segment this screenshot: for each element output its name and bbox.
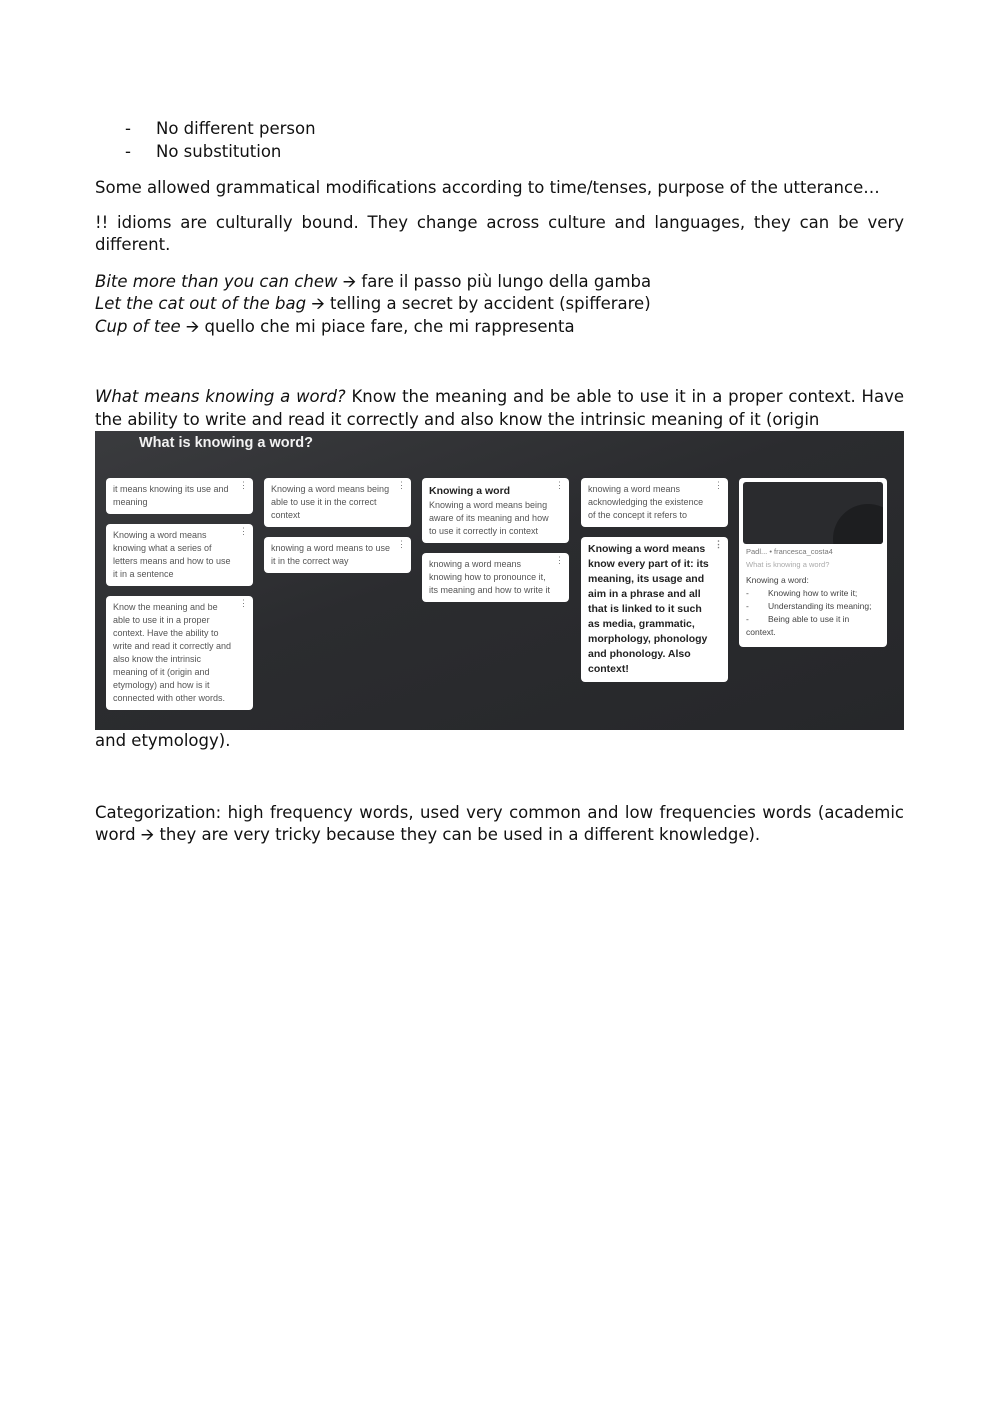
embedded-board-screenshot — [95, 431, 904, 730]
paragraph-categorization: Categorization: high frequency words, used very common and low frequencies words (academic word 🡪 they are very tricky because they can be used in a different knowledge). — [95, 802, 904, 844]
document-page — [95, 118, 904, 847]
board-column — [422, 478, 569, 612]
note-card: ⋮ Knowing a word means being able to use it in the correct context — [264, 478, 411, 527]
bullet-list — [95, 118, 904, 164]
note-card: ⋮ knowing a word means acknowledging the existence of the concept it refers to — [581, 478, 728, 527]
board-title: What is knowing a word? — [139, 435, 313, 451]
idiom-line: Let the cat out of the bag 🡪 telling a secret by accident (spifferare) — [95, 294, 651, 313]
menu-dots-icon: ⋮ — [239, 598, 248, 608]
idiom-line: Cup of tee 🡪 quello che mi piace fare, che mi rappresenta — [95, 316, 575, 336]
menu-dots-icon: ⋮ — [555, 480, 564, 490]
note-card: ⋮ Knowing a word means knowing what a series of letters means and how to use it in a sentence — [106, 524, 253, 586]
card-body: Knowing a word: - Knowing how to write it; - Understanding its meaning; - Being able to use it in context. — [746, 575, 872, 637]
menu-dots-icon: ⋮ — [714, 480, 723, 490]
note-card: ⋮ Know the meaning and be able to use it in a proper context. Have the ability to write and read it correctly and also know the intrinsic meaning of it (origin and etymology) and how is it connected with other words. — [106, 596, 253, 710]
board-column — [264, 478, 411, 583]
note-card: ⋮ it means knowing its use and meaning — [106, 478, 253, 514]
note-card: ⋮ knowing a word means knowing how to pronounce it, its meaning and how to write it — [422, 553, 569, 602]
list-item: - No substitution — [125, 142, 282, 161]
question-text: What means knowing a word? — [95, 387, 346, 406]
card-question: What is knowing a word? — [746, 560, 830, 569]
menu-dots-icon: ⋮ — [239, 480, 248, 490]
note-card: ⋮ Knowing a word means know every part of it: its meaning, its usage and aim in a phrase and all that is linked to it such as media, grammatic, morphology, phonology and phonology. Also context! — [581, 537, 728, 682]
paragraph-modifications: Some allowed grammatical modifications according to time/tenses, purpose of the utterance… — [95, 178, 880, 197]
menu-dots-icon: ⋮ — [714, 539, 723, 549]
note-card-with-image — [739, 478, 887, 647]
menu-dots-icon: ⋮ — [239, 526, 248, 536]
board-column — [106, 478, 253, 720]
paragraph-knowing-word: What means knowing a word? Know the meaning and be able to use it in a proper context. Have the ability to write and read it correctly and also know the intrinsic meaning of it (origin — [95, 387, 904, 429]
card-author: Padl... • francesca_costa4 — [746, 547, 833, 556]
board-column — [581, 478, 728, 692]
note-card: ⋮ Knowing a word Knowing a word means being aware of its meaning and how to use it correctly in context — [422, 478, 569, 543]
idiom-line: Bite more than you can chew 🡪 fare il passo più lungo della gamba — [95, 271, 652, 291]
paragraph-idioms: !! idioms are culturally bound. They change across culture and languages, they can be very different. — [95, 212, 904, 254]
board-column — [739, 478, 887, 657]
note-card: ⋮ knowing a word means to use it in the correct way — [264, 537, 411, 573]
menu-dots-icon: ⋮ — [555, 555, 564, 565]
paragraph-knowing-word-end: and etymology). — [95, 731, 231, 750]
idiom-list — [95, 271, 904, 339]
menu-dots-icon: ⋮ — [397, 480, 406, 490]
list-item: - No different person — [125, 119, 316, 138]
menu-dots-icon: ⋮ — [397, 539, 406, 549]
attachment-image — [743, 482, 883, 544]
